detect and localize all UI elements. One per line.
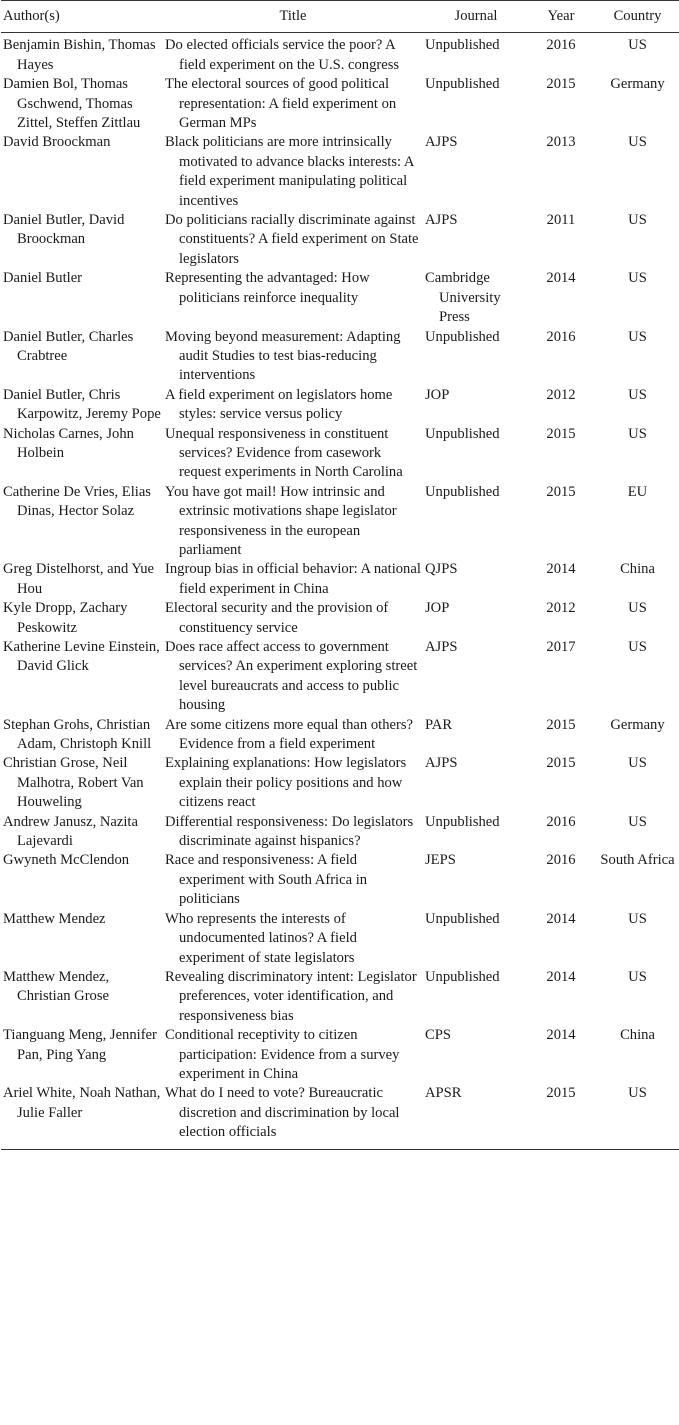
- year-text: 2012: [546, 386, 576, 403]
- title-text: What do I need to vote? Bureaucratic discretion and discrimination by local election officials: [165, 1085, 400, 1141]
- country-text: Germany: [610, 716, 665, 733]
- journal-text: Unpublished: [425, 76, 500, 93]
- country-text: China: [620, 561, 655, 578]
- year-text: 2015: [546, 716, 576, 733]
- cell-country: [593, 33, 679, 75]
- cell-year: [529, 1084, 593, 1149]
- cell-journal: [423, 483, 529, 561]
- cell-year: [529, 211, 593, 269]
- journal-text: Unpublished: [425, 910, 500, 927]
- title-text: Do elected officials service the poor? A field experiment on the U.S. congress: [165, 37, 400, 73]
- author-text: Ariel White, Noah Nathan, Julie Faller: [3, 1085, 161, 1121]
- cell-author: [1, 910, 163, 968]
- cell-title: [163, 133, 423, 211]
- cell-journal: [423, 968, 529, 1026]
- cell-year: [529, 269, 593, 327]
- cell-author: [1, 599, 163, 638]
- journal-text: AJPS: [425, 134, 458, 151]
- author-text: Kyle Dropp, Zachary Peskowitz: [3, 600, 128, 636]
- cell-country: [593, 599, 679, 638]
- cell-title: [163, 33, 423, 75]
- cell-journal: [423, 638, 529, 716]
- cell-title: [163, 425, 423, 483]
- year-text: 2013: [546, 134, 576, 151]
- table-row: [1, 33, 679, 75]
- cell-author: [1, 560, 163, 599]
- title-text: Are some citizens more equal than others? Evidence from a field experiment: [165, 716, 414, 753]
- title-text: Unequal responsiveness in constituent services? Evidence from casework request experiments in North Carolina: [165, 425, 403, 481]
- author-text: Tianguang Meng, Jennifer Pan, Ping Yang: [3, 1027, 157, 1063]
- cell-year: [529, 599, 593, 638]
- cell-country: [593, 560, 679, 599]
- journal-text: JOP: [425, 386, 450, 403]
- title-text: Electoral security and the provision of constituency service: [165, 600, 389, 636]
- title-text: Representing the advantaged: How politicians reinforce inequality: [165, 270, 370, 306]
- cell-country: [593, 968, 679, 1026]
- cell-year: [529, 716, 593, 755]
- author-text: Greg Distelhorst, and Yue Hou: [3, 561, 155, 597]
- cell-title: [163, 560, 423, 599]
- year-text: 2016: [546, 37, 576, 54]
- cell-country: [593, 754, 679, 812]
- country-text: US: [628, 134, 647, 151]
- cell-year: [529, 386, 593, 425]
- journal-text: AJPS: [425, 755, 458, 772]
- author-text: Katherine Levine Einstein, David Glick: [3, 639, 160, 675]
- journal-text: Cambridge University Press: [425, 270, 501, 326]
- year-text: 2014: [546, 910, 576, 927]
- title-text: Do politicians racially discriminate against constituents? A field experiment on State legislators: [165, 212, 419, 267]
- cell-year: [529, 754, 593, 812]
- journal-text: Unpublished: [425, 483, 500, 500]
- cell-year: [529, 328, 593, 386]
- country-text: US: [628, 755, 647, 772]
- studies-table: [1, 0, 679, 1150]
- cell-journal: [423, 851, 529, 909]
- cell-journal: [423, 133, 529, 211]
- cell-year: [529, 483, 593, 561]
- country-text: US: [628, 212, 647, 229]
- cell-title: [163, 483, 423, 561]
- country-text: Germany: [610, 76, 665, 93]
- cell-author: [1, 483, 163, 561]
- table-row: [1, 968, 679, 1026]
- author-text: Daniel Butler: [3, 270, 83, 287]
- table-row: [1, 851, 679, 909]
- cell-country: [593, 1026, 679, 1084]
- title-text: The electoral sources of good political representation: A field experiment on German MPs: [165, 76, 397, 132]
- cell-year: [529, 425, 593, 483]
- cell-country: [593, 910, 679, 968]
- year-text: 2016: [546, 813, 576, 830]
- table-row: [1, 1084, 679, 1149]
- country-text: US: [628, 37, 647, 54]
- author-text: Daniel Butler, Charles Crabtree: [3, 328, 134, 364]
- cell-journal: [423, 386, 529, 425]
- title-text: Moving beyond measurement: Adapting audit Studies to test bias-reducing interventions: [165, 328, 401, 384]
- cell-journal: [423, 269, 529, 327]
- year-text: 2014: [546, 1027, 576, 1044]
- table-body: [1, 33, 679, 1149]
- table-row: [1, 716, 679, 755]
- journal-text: Unpublished: [425, 968, 500, 985]
- country-text: US: [628, 639, 647, 655]
- title-text: Conditional receptivity to citizen participation: Evidence from a survey experiment in China: [165, 1027, 400, 1082]
- title-text: Ingroup bias in official behavior: A national field experiment in China: [165, 561, 421, 597]
- author-text: Andrew Janusz, Nazita Lajevardi: [3, 813, 138, 850]
- author-text: Benjamin Bishin, Thomas Hayes: [3, 37, 156, 73]
- country-text: US: [628, 386, 647, 403]
- cell-year: [529, 133, 593, 211]
- cell-title: [163, 716, 423, 755]
- cell-title: [163, 269, 423, 327]
- table-row: [1, 560, 679, 599]
- cell-author: [1, 1084, 163, 1149]
- header-title: Title: [279, 8, 307, 24]
- cell-author: [1, 33, 163, 75]
- title-text: Does race affect access to government services? An experiment exploring street level bureaucrats and access to public housing: [165, 639, 418, 714]
- cell-country: [593, 211, 679, 269]
- author-text: Gwyneth McClendon: [3, 852, 130, 869]
- cell-author: [1, 425, 163, 483]
- title-text: A field experiment on legislators home styles: service versus policy: [165, 386, 393, 423]
- cell-title: [163, 599, 423, 638]
- journal-text: JEPS: [425, 852, 456, 869]
- cell-author: [1, 968, 163, 1026]
- cell-author: [1, 211, 163, 269]
- cell-country: [593, 483, 679, 561]
- cell-country: [593, 1084, 679, 1149]
- table-row: [1, 754, 679, 812]
- country-text: EU: [627, 483, 648, 500]
- cell-journal: [423, 560, 529, 599]
- journal-text: Unpublished: [425, 813, 500, 830]
- cell-journal: [423, 328, 529, 386]
- journal-text: PAR: [425, 716, 453, 733]
- table-row: [1, 269, 679, 327]
- cell-author: [1, 1026, 163, 1084]
- cell-year: [529, 968, 593, 1026]
- cell-author: [1, 851, 163, 909]
- cell-country: [593, 328, 679, 386]
- cell-journal: [423, 75, 529, 133]
- table-row: [1, 599, 679, 638]
- cell-author: [1, 716, 163, 755]
- cell-title: [163, 75, 423, 133]
- cell-title: [163, 1084, 423, 1149]
- table-row: [1, 75, 679, 133]
- table-row: [1, 910, 679, 968]
- table-row: [1, 1026, 679, 1084]
- cell-year: [529, 1026, 593, 1084]
- journal-text: JOP: [425, 600, 450, 617]
- country-text: US: [628, 270, 647, 287]
- author-text: Nicholas Carnes, John Holbein: [3, 425, 134, 461]
- title-text: Explaining explanations: How legislators explain their policy positions and how citizens react: [165, 755, 407, 811]
- cell-country: [593, 716, 679, 755]
- cell-journal: [423, 425, 529, 483]
- table-row: [1, 211, 679, 269]
- cell-title: [163, 386, 423, 425]
- year-text: 2016: [546, 328, 576, 345]
- title-text: Race and responsiveness: A field experiment with South Africa in politicians: [165, 852, 368, 908]
- country-text: US: [628, 968, 647, 985]
- table-row: [1, 813, 679, 852]
- cell-author: [1, 813, 163, 852]
- cell-author: [1, 754, 163, 812]
- journal-text: CPS: [425, 1027, 451, 1044]
- country-text: US: [628, 600, 647, 617]
- year-text: 2015: [546, 755, 576, 772]
- year-text: 2015: [546, 1085, 576, 1102]
- year-text: 2015: [546, 76, 576, 93]
- cell-country: [593, 813, 679, 852]
- cell-year: [529, 910, 593, 968]
- cell-title: [163, 638, 423, 716]
- country-text: South Africa: [600, 852, 675, 869]
- cell-year: [529, 560, 593, 599]
- cell-journal: [423, 1026, 529, 1084]
- country-text: US: [628, 813, 647, 830]
- title-text: You have got mail! How intrinsic and extrinsic motivations shape legislator responsiveness in the european parliament: [165, 483, 397, 558]
- header-country: Country: [613, 8, 662, 24]
- cell-title: [163, 813, 423, 852]
- author-text: Christian Grose, Neil Malhotra, Robert Van Houweling: [3, 755, 144, 811]
- author-text: Daniel Butler, Chris Karpowitz, Jeremy Pope: [3, 386, 161, 423]
- header-author: Author(s): [3, 8, 60, 24]
- author-text: Matthew Mendez: [3, 910, 106, 927]
- author-text: David Broockman: [3, 134, 111, 151]
- year-text: 2014: [546, 270, 576, 287]
- cell-journal: [423, 716, 529, 755]
- cell-journal: [423, 910, 529, 968]
- header-row: [1, 1, 679, 33]
- cell-author: [1, 386, 163, 425]
- year-text: 2016: [546, 852, 576, 869]
- cell-author: [1, 328, 163, 386]
- country-text: US: [628, 328, 647, 345]
- cell-journal: [423, 33, 529, 75]
- table-row: [1, 483, 679, 561]
- header-journal: Journal: [454, 8, 498, 24]
- cell-author: [1, 638, 163, 716]
- table-row: [1, 638, 679, 716]
- cell-country: [593, 851, 679, 909]
- cell-author: [1, 75, 163, 133]
- year-text: 2012: [546, 600, 576, 617]
- year-text: 2015: [546, 425, 576, 442]
- author-text: Catherine De Vries, Elias Dinas, Hector Solaz: [3, 483, 151, 520]
- cell-year: [529, 33, 593, 75]
- cell-title: [163, 754, 423, 812]
- journal-text: AJPS: [425, 639, 458, 655]
- title-text: Differential responsiveness: Do legislators discriminate against hispanics?: [165, 813, 414, 850]
- author-text: Damien Bol, Thomas Gschwend, Thomas Zittel, Steffen Zittlau: [3, 76, 141, 132]
- author-text: Daniel Butler, David Broockman: [3, 212, 125, 248]
- table-row: [1, 386, 679, 425]
- year-text: 2011: [546, 212, 576, 229]
- cell-title: [163, 328, 423, 386]
- journal-text: AJPS: [425, 212, 458, 229]
- cell-journal: [423, 1084, 529, 1149]
- title-text: Who represents the interests of undocumented latinos? A field experiment of state legislators: [165, 910, 357, 966]
- title-text: Black politicians are more intrinsically motivated to advance blacks interests: A field experiment manipulating political incentives: [165, 134, 414, 209]
- title-text: Revealing discriminatory intent: Legislator preferences, voter identification, and responsiveness bias: [165, 968, 417, 1024]
- cell-author: [1, 133, 163, 211]
- journal-text: Unpublished: [425, 328, 500, 345]
- cell-country: [593, 386, 679, 425]
- author-text: Matthew Mendez, Christian Grose: [3, 968, 110, 1005]
- year-text: 2017: [546, 639, 576, 655]
- journal-text: QJPS: [425, 561, 458, 578]
- cell-year: [529, 851, 593, 909]
- country-text: US: [628, 910, 647, 927]
- header-year: Year: [547, 8, 575, 24]
- cell-country: [593, 75, 679, 133]
- cell-author: [1, 269, 163, 327]
- country-text: China: [620, 1027, 655, 1044]
- cell-year: [529, 638, 593, 716]
- journal-text: Unpublished: [425, 425, 500, 442]
- cell-journal: [423, 211, 529, 269]
- table-row: [1, 425, 679, 483]
- cell-country: [593, 269, 679, 327]
- author-text: Stephan Grohs, Christian Adam, Christoph Knill: [3, 716, 152, 753]
- table-row: [1, 328, 679, 386]
- country-text: US: [628, 425, 647, 442]
- cell-journal: [423, 599, 529, 638]
- cell-title: [163, 910, 423, 968]
- cell-country: [593, 425, 679, 483]
- cell-title: [163, 211, 423, 269]
- year-text: 2015: [546, 483, 576, 500]
- cell-year: [529, 813, 593, 852]
- cell-title: [163, 968, 423, 1026]
- journal-text: APSR: [425, 1085, 462, 1102]
- cell-title: [163, 1026, 423, 1084]
- cell-country: [593, 638, 679, 716]
- country-text: US: [628, 1085, 647, 1102]
- year-text: 2014: [546, 561, 576, 578]
- cell-journal: [423, 754, 529, 812]
- cell-journal: [423, 813, 529, 852]
- cell-country: [593, 133, 679, 211]
- year-text: 2014: [546, 968, 576, 985]
- cell-year: [529, 75, 593, 133]
- cell-title: [163, 851, 423, 909]
- journal-text: Unpublished: [425, 37, 500, 54]
- table-row: [1, 133, 679, 211]
